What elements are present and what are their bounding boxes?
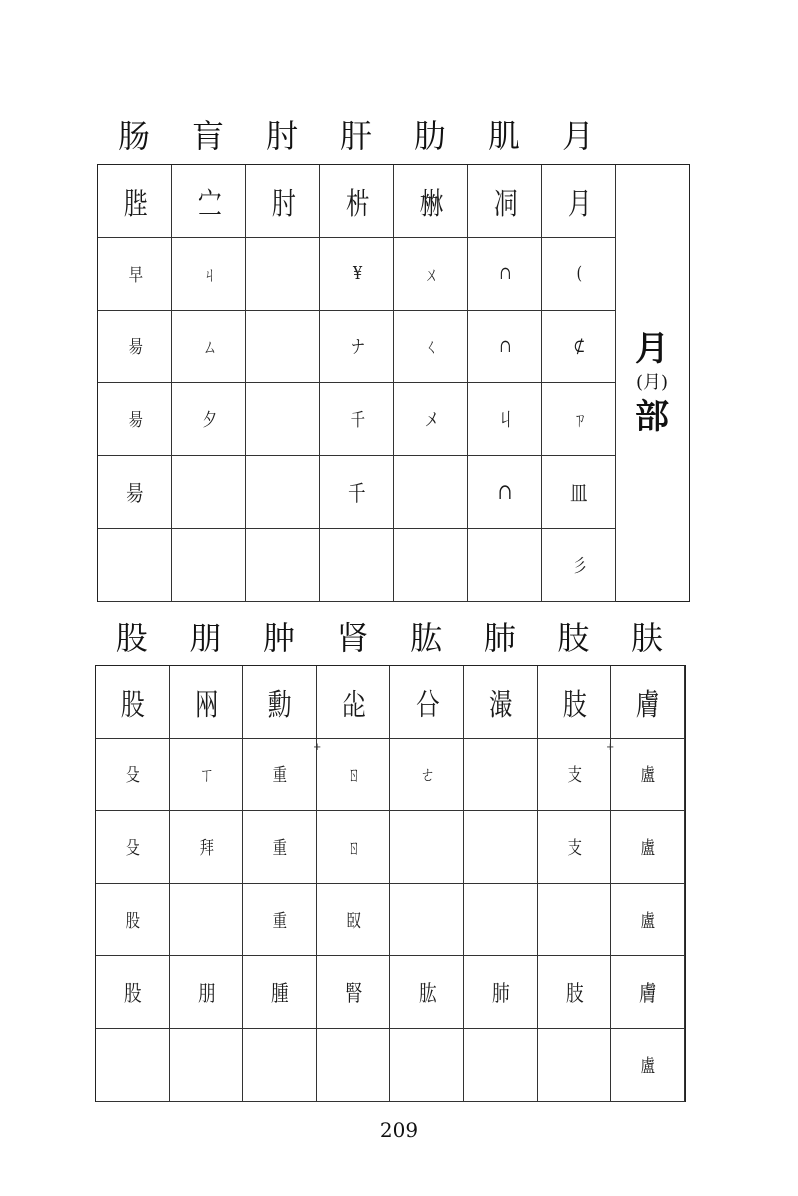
- glyph-cell: [611, 811, 685, 884]
- radical-word: 部: [635, 396, 669, 437]
- column-header: 肤: [630, 619, 663, 657]
- glyph: 㒳: [194, 687, 218, 723]
- glyph-cell: [246, 529, 320, 602]
- glyph-cell: [98, 529, 172, 602]
- glyph-cell: [317, 1029, 391, 1102]
- glyph: ∩: [499, 263, 510, 285]
- column-header: 肋: [413, 117, 446, 155]
- glyph-cell: [170, 739, 244, 812]
- glyph: ¥: [352, 263, 361, 285]
- glyph-cell: [243, 884, 317, 957]
- glyph-cell: [317, 739, 391, 812]
- glyph: 重: [273, 910, 286, 932]
- glyph: 殳: [125, 837, 139, 859]
- page-number: 209: [379, 1118, 419, 1142]
- glyph-cell: [468, 311, 542, 384]
- glyph: 千: [350, 410, 363, 432]
- glyph-cell: [390, 884, 464, 957]
- glyph: 股: [121, 687, 144, 723]
- column-header: 肌: [487, 117, 520, 155]
- column-header: 朋: [189, 619, 222, 657]
- column-header: 肠: [117, 117, 150, 155]
- glyph: ⊄: [573, 335, 584, 357]
- glyph: 膚: [636, 687, 659, 723]
- glyph-cell: [98, 456, 172, 529]
- glyph-cell: [246, 238, 320, 311]
- column-header: 肺: [483, 619, 516, 657]
- glyph-cell: [468, 383, 542, 456]
- glyph-cell: [542, 165, 616, 238]
- glyph: ㄒ: [199, 765, 213, 787]
- glyph: ㄑ: [424, 337, 437, 359]
- glyph: ㄖ: [346, 837, 360, 859]
- glyph: 千: [348, 481, 365, 507]
- glyph-cell: [394, 165, 468, 238]
- glyph-cell: [172, 456, 246, 529]
- glyph: 腎: [345, 981, 362, 1007]
- glyph-cell: [98, 383, 172, 456]
- glyph-cell: [172, 238, 246, 311]
- glyph-cell: [468, 165, 542, 238]
- glyph: ナ: [350, 337, 363, 359]
- glyph: 腫: [271, 981, 288, 1007]
- glyph-cell: [611, 884, 685, 957]
- glyph-cell: [96, 666, 170, 739]
- glyph-cell: [542, 456, 616, 529]
- glyph: 拜: [199, 837, 213, 859]
- glyph: 㕾: [341, 687, 365, 723]
- glyph: 肢: [562, 687, 586, 723]
- glyph-cell: [542, 529, 616, 602]
- glyph-cell: [170, 884, 244, 957]
- glyph-cell: [468, 529, 542, 602]
- glyph-cell: [464, 666, 538, 739]
- glyph: 月: [567, 186, 590, 222]
- glyph: 盧: [641, 1055, 654, 1077]
- glyph-cell: [172, 311, 246, 384]
- glyph-cell: [611, 739, 685, 812]
- glyph-cell: [170, 956, 244, 1029]
- glyph: 㝉: [197, 186, 220, 222]
- glyph-cell: [246, 456, 320, 529]
- glyph-cell: [172, 165, 246, 238]
- glyph: 股: [124, 981, 141, 1007]
- glyph-cell: [611, 1029, 685, 1102]
- glyph-cell: [464, 884, 538, 957]
- glyph: 㭊: [345, 186, 368, 222]
- glyph-cell: [394, 238, 468, 311]
- glyph-cell: [246, 311, 320, 384]
- radical-variant: (月): [635, 371, 669, 393]
- glyph-cell: [390, 956, 464, 1029]
- glyph-cell: [538, 956, 612, 1029]
- glyph: 盧: [641, 837, 654, 859]
- glyph-cell: [246, 383, 320, 456]
- glyph-cell: [390, 1029, 464, 1102]
- glyph: ㄖ: [346, 765, 360, 787]
- glyph: ㄐ: [202, 264, 215, 286]
- glyph-cell: [611, 956, 685, 1029]
- glyph-cell: [243, 1029, 317, 1102]
- glyph-cell: [542, 238, 616, 311]
- glyph-cell: [538, 811, 612, 884]
- glyph: 㴇: [419, 186, 442, 222]
- glyph-cell: [96, 884, 170, 957]
- column-header: 肘: [265, 117, 298, 155]
- glyph-cell: [96, 956, 170, 1029]
- glyph-cell: [394, 529, 468, 602]
- glyph-cell: [390, 739, 464, 812]
- glyph: 彡: [572, 555, 585, 577]
- glyph-cell: [172, 383, 246, 456]
- glyph-cell: [320, 456, 394, 529]
- column-header: 肱: [410, 619, 443, 657]
- glyph-cell: [394, 456, 468, 529]
- glyph-cell: [243, 666, 317, 739]
- glyph: 殳: [125, 765, 139, 787]
- glyph-cell: [246, 165, 320, 238]
- glyph: 㓊: [493, 186, 516, 222]
- glyph: ㄜ: [420, 765, 434, 787]
- column-header: 肓: [191, 117, 224, 155]
- glyph-cell: [320, 165, 394, 238]
- glyph: メ: [424, 410, 437, 432]
- annotation-mark: +: [313, 742, 322, 753]
- glyph: 股: [125, 910, 139, 932]
- glyph-cell: [96, 1029, 170, 1102]
- glyph: 皿: [570, 481, 587, 507]
- table1-grid: [97, 164, 690, 602]
- glyph: 肘: [271, 186, 294, 222]
- glyph: 臤: [346, 910, 360, 932]
- column-header: 月: [561, 117, 594, 155]
- glyph-cell: [317, 884, 391, 957]
- radical-main: 月: [635, 328, 669, 369]
- glyph-cell: [243, 956, 317, 1029]
- glyph-cell: [320, 238, 394, 311]
- glyph-cell: [464, 739, 538, 812]
- glyph: ∩: [499, 335, 510, 357]
- glyph-cell: [468, 238, 542, 311]
- glyph: 䏶: [123, 186, 146, 222]
- glyph: 夕: [202, 410, 215, 432]
- glyph-cell: [98, 238, 172, 311]
- glyph-cell: [394, 383, 468, 456]
- glyph: 肱: [418, 981, 435, 1007]
- glyph: 丩: [498, 410, 511, 432]
- column-header: 肢: [557, 619, 590, 657]
- glyph-cell: [320, 383, 394, 456]
- glyph: 重: [273, 765, 286, 787]
- glyph: 重: [273, 837, 286, 859]
- glyph-cell: [542, 311, 616, 384]
- glyph-cell: [96, 739, 170, 812]
- radical-label: [616, 165, 688, 600]
- glyph-cell: [320, 529, 394, 602]
- glyph-cell: [390, 666, 464, 739]
- glyph: ㄨ: [424, 264, 437, 286]
- glyph-cell: [98, 165, 172, 238]
- glyph: 昜: [128, 337, 141, 359]
- glyph-cell: [394, 311, 468, 384]
- glyph: 昜: [126, 481, 143, 507]
- glyph-cell: [243, 811, 317, 884]
- glyph: 早: [128, 264, 141, 286]
- glyph: 勳: [268, 687, 291, 723]
- glyph-cell: [317, 811, 391, 884]
- glyph-cell: [170, 811, 244, 884]
- glyph: 肺: [492, 981, 509, 1007]
- column-header: 肝: [339, 117, 372, 155]
- column-header: 股: [115, 619, 148, 657]
- glyph: 㵊: [489, 687, 512, 723]
- glyph: 盧: [641, 910, 654, 932]
- glyph-cell: [170, 666, 244, 739]
- glyph-cell: [96, 811, 170, 884]
- glyph: ∩: [497, 479, 512, 505]
- glyph: 支: [567, 837, 581, 859]
- glyph-cell: [317, 956, 391, 1029]
- glyph: ㄙ: [202, 337, 215, 359]
- glyph-cell: [172, 529, 246, 602]
- glyph-cell: [611, 666, 685, 739]
- glyph-cell: [464, 811, 538, 884]
- glyph-cell: [170, 1029, 244, 1102]
- glyph: 盧: [641, 765, 654, 787]
- glyph: ㄗ: [572, 410, 585, 432]
- glyph-cell: [243, 739, 317, 812]
- glyph: 㕣: [415, 687, 438, 723]
- glyph-cell: [464, 1029, 538, 1102]
- glyph-cell: [464, 956, 538, 1029]
- glyph-cell: [468, 456, 542, 529]
- glyph: 支: [567, 765, 581, 787]
- glyph: 朋: [197, 981, 214, 1007]
- glyph-cell: [320, 311, 394, 384]
- glyph: 昜: [128, 410, 141, 432]
- column-header: 肿: [262, 619, 295, 657]
- glyph-cell: [538, 1029, 612, 1102]
- annotation-mark: +: [606, 742, 615, 753]
- glyph-cell: [538, 666, 612, 739]
- glyph: 膚: [639, 981, 656, 1007]
- glyph-cell: [98, 311, 172, 384]
- glyph-cell: [390, 811, 464, 884]
- glyph-cell: [538, 739, 615, 812]
- table2-grid: [95, 665, 686, 1102]
- column-header: 肾: [336, 619, 369, 657]
- glyph: 肢: [565, 981, 582, 1007]
- glyph-cell: [317, 666, 391, 739]
- glyph-cell: [538, 884, 612, 957]
- glyph-cell: [542, 383, 616, 456]
- glyph: (: [576, 263, 581, 285]
